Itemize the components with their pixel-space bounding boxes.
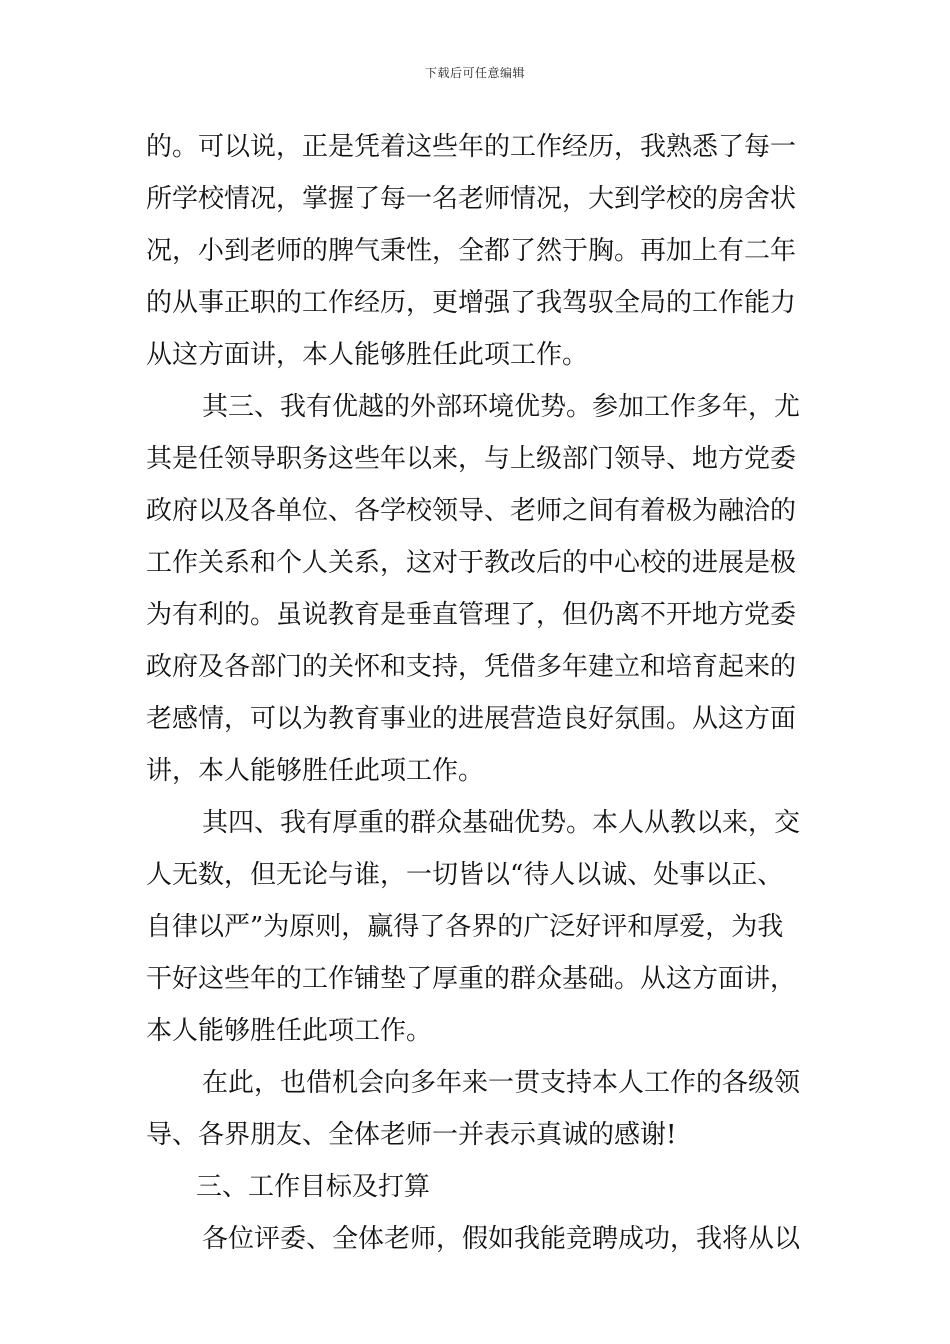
text-line: 老感情，可以为教育事业的进展营造良好氛围。从这方面 <box>146 704 797 734</box>
text-line: 本人能够胜任此项工作。 <box>146 1016 433 1046</box>
paragraph-start: 其四、我有厚重的群众基础优势。本人从教以来，交 <box>202 808 801 838</box>
text-line: 政府以及各单位、各学校领导、老师之间有着极为融洽的 <box>146 496 797 526</box>
text-line: 为有利的。虽说教育是垂直管理了，但仍离不开地方党委 <box>146 600 797 630</box>
section-heading: 三、工作目标及打算 <box>196 1172 431 1202</box>
text-line: 的。可以说，正是凭着这些年的工作经历，我熟悉了每一 <box>146 132 797 162</box>
text-line: 所学校情况，掌握了每一名老师情况，大到学校的房舍状 <box>146 184 797 214</box>
text-line: 自律以严”为原则，赢得了各界的广泛好评和厚爱，为我 <box>146 912 784 942</box>
text-line: 从这方面讲，本人能够胜任此项工作。 <box>146 340 589 370</box>
paragraph-start: 在此，也借机会向多年来一贯支持本人工作的各级领 <box>202 1068 801 1098</box>
text-line: 讲，本人能够胜任此项工作。 <box>146 756 485 786</box>
body-text <box>146 121 806 1265</box>
text-line: 的从事正职的工作经历，更增强了我驾驭全局的工作能力 <box>146 288 797 318</box>
paragraph-start: 各位评委、全体老师，假如我能竞聘成功，我将从以 <box>202 1224 801 1254</box>
text-line: 工作关系和个人关系，这对于教改后的中心校的进展是极 <box>146 548 797 578</box>
text-line: 人无数，但无论与谁，一切皆以“待人以诚、处事以正、 <box>146 860 784 890</box>
text-line: 导、各界朋友、全体老师一并表示真诚的感谢! <box>146 1120 677 1150</box>
paragraph-start: 其三、我有优越的外部环境优势。参加工作多年，尤 <box>202 392 801 422</box>
header-note: 下载后可任意编辑 <box>424 66 525 80</box>
text-line: 其是任领导职务这些年以来，与上级部门领导、地方党委 <box>146 444 797 474</box>
text-line: 政府及各部门的关怀和支持，凭借多年建立和培育起来的 <box>146 652 797 682</box>
text-line: 况，小到老师的脾气秉性，全都了然于胸。再加上有二年 <box>146 236 797 266</box>
text-line: 干好这些年的工作铺垫了厚重的群众基础。从这方面讲， <box>146 964 797 994</box>
